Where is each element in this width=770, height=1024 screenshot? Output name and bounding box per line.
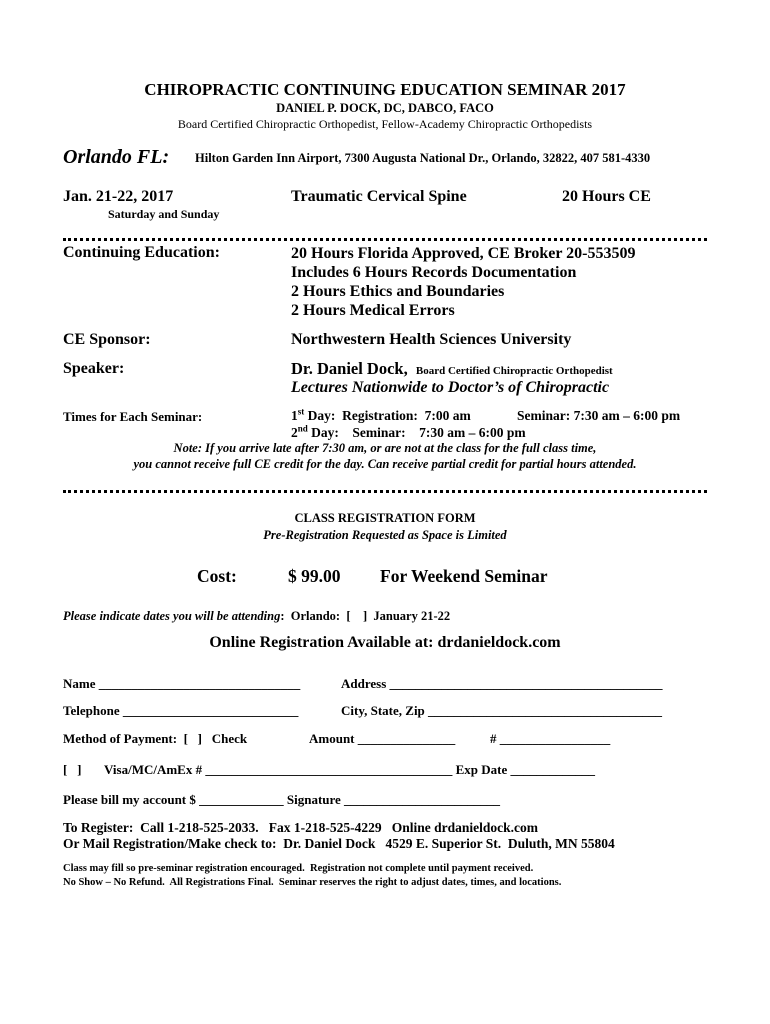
- ce-line: Includes 6 Hours Records Documentation: [291, 264, 577, 281]
- address-field[interactable]: Address __________________________________________: [341, 676, 663, 691]
- check-number-field[interactable]: # _________________: [490, 731, 611, 746]
- cost-description: For Weekend Seminar: [380, 566, 548, 586]
- dates-selection: [63, 609, 450, 624]
- ce-label: Continuing Education:: [63, 244, 220, 261]
- seminar-topic: Traumatic Cervical Spine: [291, 188, 467, 205]
- late-note-line2: you cannot receive full CE credit for the day. Can receive partial credit for partial hours attended.: [133, 457, 637, 471]
- day2-schedule: 2nd Day: Seminar: 7:30 am – 6:00 pm: [291, 423, 526, 440]
- instructor-credentials: Board Certified Chiropractic Orthopedist, Fellow-Academy Chiropractic Orthopedists: [177, 117, 593, 131]
- speaker-tagline: Lectures Nationwide to Doctor’s of Chiropractic: [291, 379, 610, 396]
- ce-line: 2 Hours Ethics and Boundaries: [291, 283, 505, 300]
- location-address: Hilton Garden Inn Airport, 7300 Augusta National Dr., Orlando, 32822, 407 581-4330: [195, 151, 651, 165]
- document-title: CHIROPRACTIC CONTINUING EDUCATION SEMINAR 2017: [144, 80, 626, 99]
- name-field[interactable]: Name _______________________________: [63, 676, 301, 691]
- location-city: Orlando FL:: [63, 146, 170, 168]
- day1-seminar-time: Seminar: 7:30 am – 6:00 pm: [517, 408, 681, 423]
- ce-line: 2 Hours Medical Errors: [291, 302, 455, 319]
- speaker-title: Board Certified Chiropractic Orthopedist: [415, 365, 613, 377]
- card-checkbox[interactable]: [ ]: [63, 762, 82, 777]
- form-subtitle: Pre-Registration Requested as Space is Limited: [263, 528, 507, 542]
- seminar-dates: Jan. 21-22, 2017: [63, 188, 174, 205]
- orlando-date-checkbox[interactable]: : Orlando: [ ] January 21-22: [280, 609, 451, 623]
- payment-check-checkbox[interactable]: Method of Payment: [ ] Check: [63, 731, 248, 746]
- day1-schedule: 1st Day: Registration: 7:00 am: [291, 406, 471, 423]
- register-contact: To Register: Call 1-218-525-2033. Fax 1-218-525-4229 Online drdanieldock.com: [63, 820, 538, 835]
- fine-print-line1: Class may fill so pre-seminar registration encouraged. Registration not complete until payment received.: [63, 863, 534, 874]
- ce-line: 20 Hours Florida Approved, CE Broker 20-553509: [291, 245, 636, 262]
- instructor-name: DANIEL P. DOCK, DC, DABCO, FACO: [276, 101, 494, 115]
- dotted-divider: [63, 490, 707, 493]
- online-registration: Online Registration Available at: drdanieldock.com: [209, 634, 561, 651]
- card-field[interactable]: Visa/MC/AmEx # ______________________________________ Exp Date _____________: [104, 762, 595, 777]
- late-note-line1: Note: If you arrive late after 7:30 am, or are not at the class for the full class time,: [173, 441, 597, 455]
- ce-details: [291, 244, 635, 320]
- city-state-zip-field[interactable]: City, State, Zip ____________________________________: [341, 703, 663, 718]
- cost-label: Cost:: [197, 566, 237, 586]
- form-title: CLASS REGISTRATION FORM: [294, 511, 476, 525]
- cost-value: $ 99.00: [288, 566, 341, 586]
- sponsor-name: Northwestern Health Sciences University: [291, 331, 572, 348]
- amount-field[interactable]: Amount _______________: [309, 731, 456, 746]
- speaker-line: [291, 359, 613, 379]
- sponsor-label: CE Sponsor:: [63, 331, 151, 348]
- speaker-name: Dr. Daniel Dock,: [291, 359, 408, 378]
- dates-prompt: Please indicate dates you will be attending: [63, 609, 281, 623]
- speaker-label: Speaker:: [63, 360, 125, 377]
- telephone-field[interactable]: Telephone ___________________________: [63, 703, 299, 718]
- dotted-divider: [63, 238, 707, 241]
- mail-registration: Or Mail Registration/Make check to: Dr. Daniel Dock 4529 E. Superior St. Duluth, MN 55804: [63, 836, 615, 851]
- times-label: Times for Each Seminar:: [63, 409, 203, 424]
- bill-account-field[interactable]: Please bill my account $ _____________ Signature ________________________: [63, 792, 501, 807]
- seminar-days: Saturday and Sunday: [108, 207, 220, 221]
- seminar-hours: 20 Hours CE: [562, 188, 651, 205]
- fine-print-line2: No Show – No Refund. All Registrations Final. Seminar reserves the right to adjust dates, times, and locations.: [63, 877, 562, 888]
